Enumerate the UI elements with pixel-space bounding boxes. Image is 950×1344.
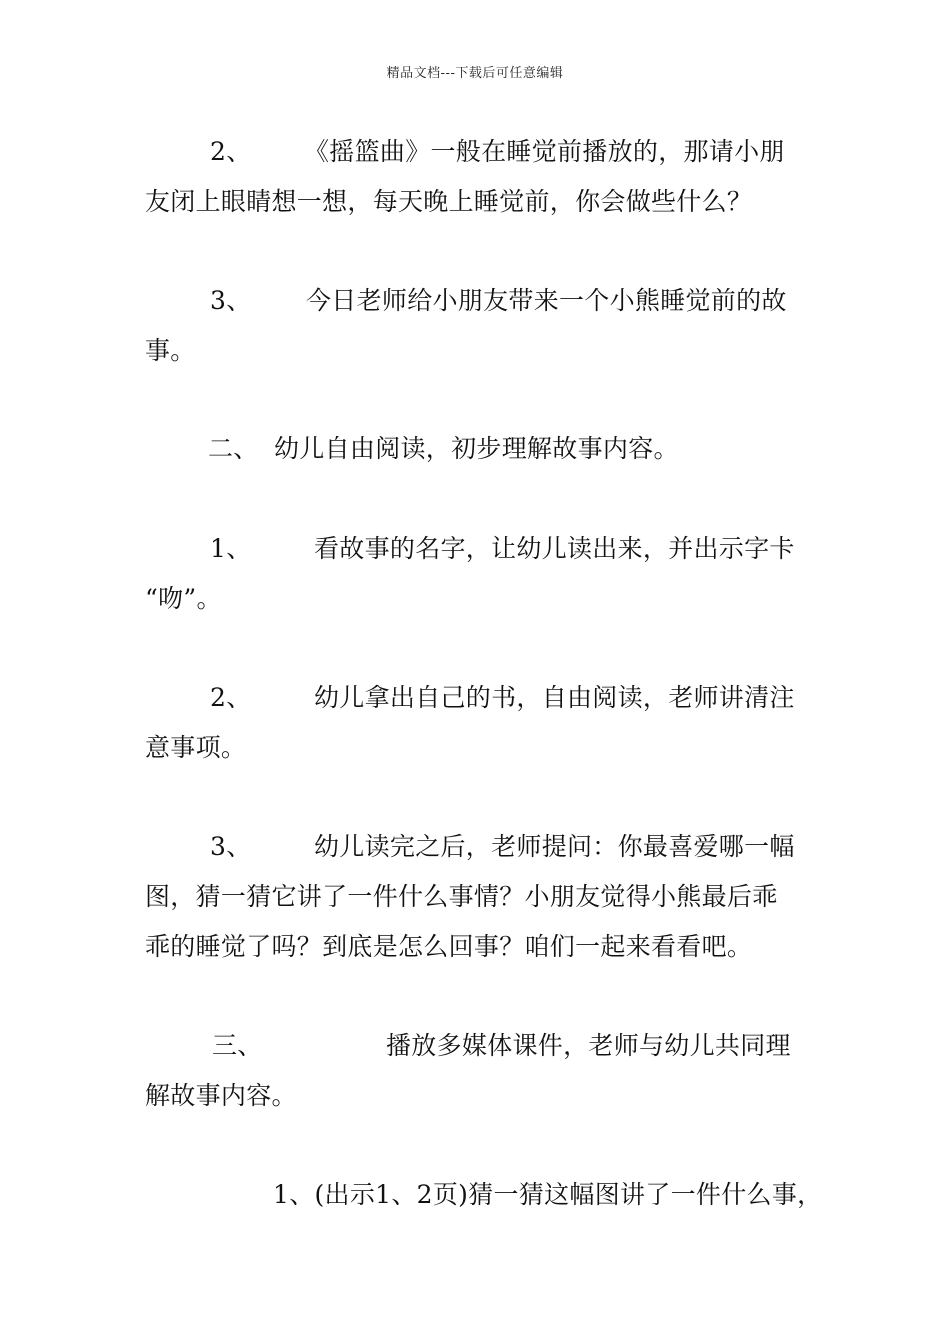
paragraph-1 [145,127,810,227]
paragraph-line [145,424,810,474]
paragraph-line [145,922,810,972]
paragraph-6 [145,822,810,972]
paragraph-text: 幼儿拿出自己的书，自由阅读，老师讲清注 [314,683,795,712]
paragraph-5 [145,673,810,773]
paragraph-text: 《摇篮曲》一般在睡觉前播放的，那请小朋 [304,137,785,166]
item-number: 2、 [210,683,252,712]
paragraph-line [145,524,810,574]
section-heading-3 [145,1021,810,1121]
paragraph-line [145,326,810,376]
item-number: 1、 [210,534,252,563]
item-number: 2、 [210,137,252,166]
paragraph-text: 解故事内容。 [145,1081,297,1110]
paragraph-line [145,177,810,227]
paragraph-text: 意事项。 [145,733,247,762]
paragraph-text: 事。 [145,336,196,365]
paragraph-line [145,1071,810,1121]
paragraph-line [145,723,810,773]
paragraph-line [145,574,810,624]
section-number: 三、 [212,1031,263,1060]
section-number: 二、 [208,434,259,463]
paragraph-text: 幼儿自由阅读，初步理解故事内容。 [274,434,679,463]
paragraph-text: 1、(出示1、2页)猜一猜这幅图讲了一件什么事， [273,1180,823,1209]
paragraph-text: 今日老师给小朋友带来一个小熊睡觉前的故 [306,286,787,315]
section-heading-2 [145,424,810,474]
paragraph-line [145,872,810,922]
paragraph-line [145,673,810,723]
paragraph-8 [145,1170,823,1220]
paragraph-text: 幼儿读完之后，老师提问：你最喜爱哪一幅 [314,832,795,861]
paragraph-text: 乖的睡觉了吗？到底是怎么回事？咱们一起来看看吧。 [145,932,753,961]
paragraph-text: 友闭上眼睛想一想，每天晚上睡觉前，你会做些什么？ [145,187,753,216]
paragraph-line [145,127,810,177]
paragraph-text: 播放多媒体课件，老师与幼儿共同理 [386,1031,791,1060]
paragraph-line [145,1170,823,1220]
paragraph-text: 图，猜一猜它讲了一件什么事情？小朋友觉得小熊最后乖 [145,882,778,911]
page-header: 精品文档---下载后可任意编辑 [386,66,564,81]
paragraph-text: “吻”。 [145,584,222,613]
paragraph-line [145,822,810,872]
item-number: 3、 [210,832,252,861]
paragraph-4 [145,524,810,624]
paragraph-2 [145,276,810,376]
paragraph-line [145,276,810,326]
paragraph-line [145,1021,810,1071]
item-number: 3、 [210,286,252,315]
paragraph-text: 看故事的名字，让幼儿读出来，并出示字卡 [314,534,795,563]
